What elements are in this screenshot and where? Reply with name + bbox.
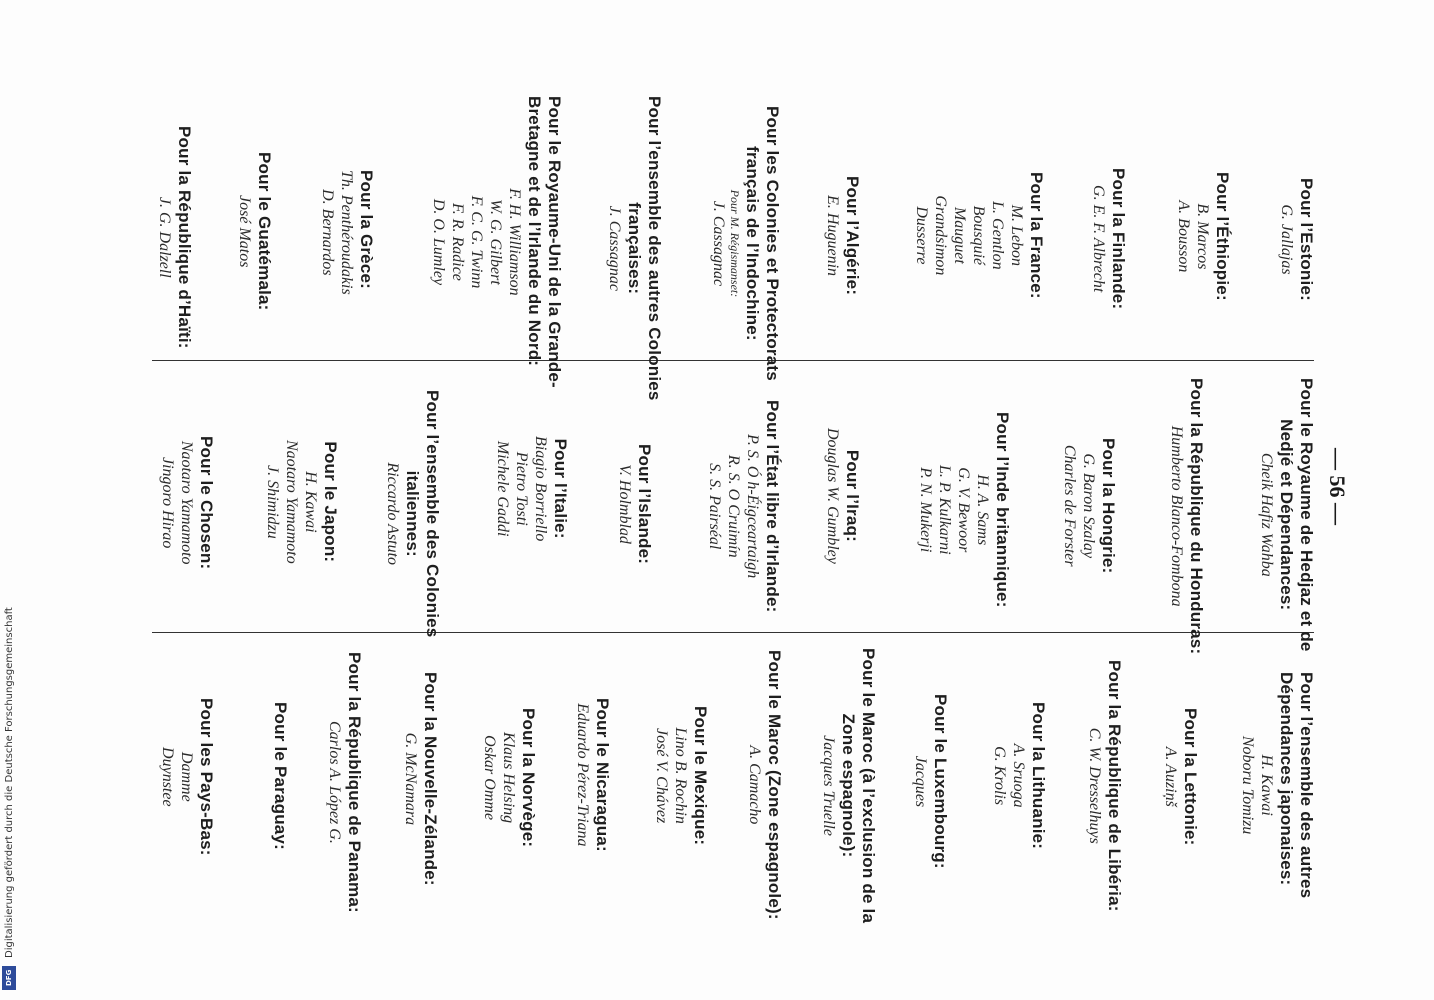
entry-heading: Pour la Grèce: xyxy=(357,170,376,290)
entry-paraguay xyxy=(270,702,290,850)
entry-heading: Pour la France: xyxy=(1027,172,1046,299)
entry-heading: Pour la Lithuanie: xyxy=(1029,702,1048,850)
entry-heading: Pour l’ensemble des autres xyxy=(1297,672,1316,899)
signature: J. Cassagnac xyxy=(710,200,727,287)
entry-heading: Pour la République de Panama: xyxy=(345,652,364,913)
signature: M. Lebon xyxy=(1008,204,1025,267)
signature: G. Baron Szalay xyxy=(1080,453,1097,559)
entry-nouvelle-zelande xyxy=(401,672,440,886)
signature: Naotaro Yamamoto xyxy=(283,440,300,564)
entry-heading: Pour le Chosen: xyxy=(197,436,216,570)
signature: Grandsimon xyxy=(932,195,949,276)
page-number: — 56 — xyxy=(1325,448,1350,525)
entry-heading: Pour l’ensemble des autres Colonies xyxy=(645,96,664,401)
entry-maroc-espagnol xyxy=(745,650,784,920)
signature: Duynstee xyxy=(159,747,176,807)
signature: P. S. Ó h-Éigceartaigh xyxy=(744,434,761,579)
signature: Biagio Borriello xyxy=(532,436,549,542)
entry-heading: Pour le Royaume de Hedjaz et de xyxy=(1297,378,1316,652)
signature: Naotaro Yamamoto xyxy=(178,440,195,565)
entry-finlande xyxy=(1089,168,1128,309)
signature: G. Krolis xyxy=(991,746,1008,806)
entry-honduras xyxy=(1167,378,1206,654)
entry-hongrie xyxy=(1060,438,1118,573)
signature: A. Sruoga xyxy=(1010,743,1027,808)
signature: J. Shimidzu xyxy=(264,464,281,539)
signature: F. R. Radice xyxy=(449,202,466,281)
entry-heading: Pour la Finlande: xyxy=(1109,168,1128,310)
signature: Bousquié xyxy=(970,205,987,266)
entry-irlande xyxy=(705,400,782,612)
signature: G. Jallajas xyxy=(1278,204,1295,275)
entry-haiti xyxy=(155,126,194,349)
signature: J. Cassagnac xyxy=(606,205,623,291)
signature: Th. Penthéroudakis xyxy=(338,170,355,295)
entry-heading: Nedjé et Dépendances: xyxy=(1277,419,1296,611)
entry-heading: Pour l’État libre d’Irlande: xyxy=(763,400,782,613)
signature: D. Bernardos xyxy=(319,189,336,276)
signature: Cheik Hafiz Wahba xyxy=(1258,452,1275,577)
signature: Damme xyxy=(178,751,195,802)
entry-heading: Pour le Japon: xyxy=(321,441,340,563)
signature: Noboru Tomizu xyxy=(1239,735,1256,835)
entry-ethiopie xyxy=(1174,172,1232,301)
entry-estonie xyxy=(1277,178,1316,301)
entry-japon xyxy=(263,440,340,564)
signature: H. A. Sams xyxy=(974,474,991,546)
entry-heading: Pour la République du Honduras: xyxy=(1187,378,1206,655)
entry-heading: Pour le Mexique: xyxy=(691,706,710,846)
signature: Jacques Truelle xyxy=(820,735,837,836)
signature: G. McNamara xyxy=(402,732,419,826)
entry-heading: Pour la Nouvelle-Zélande: xyxy=(421,672,440,886)
entry-islande xyxy=(615,444,654,564)
signature: G. E. F. Albrecht xyxy=(1090,185,1107,293)
entry-heading: Pour la République de Libéria: xyxy=(1105,660,1124,912)
entry-colonies-italiennes xyxy=(383,390,442,637)
entry-lettonie xyxy=(1161,708,1200,846)
entry-grece xyxy=(318,170,376,295)
entry-heading: Pour l’Éthiopie: xyxy=(1213,172,1232,301)
signature: Dusserre xyxy=(913,206,930,265)
entry-heading: Pour le Nicaragua: xyxy=(593,698,612,852)
signature: Oskar Omme xyxy=(481,735,498,821)
signature: S. S. Pairséal xyxy=(706,463,723,550)
signature: José V. Chávez xyxy=(653,727,670,824)
signature: F. H. Williamson xyxy=(506,188,523,296)
entry-royaume-uni xyxy=(429,96,564,388)
signature: Charles de Forster xyxy=(1061,444,1078,567)
entry-heading: Pour l’Inde britannique: xyxy=(993,412,1012,608)
entry-heading: Pour la Norvège: xyxy=(519,708,538,848)
signature: D. O. Lumley xyxy=(430,198,447,286)
entry-heading: Pour le Paraguay: xyxy=(271,702,290,850)
entry-liberia xyxy=(1085,660,1124,912)
signature: Klaus Helsing xyxy=(500,732,517,824)
entry-heading: italiennes: xyxy=(403,470,422,557)
signature: Douglas W. Gumbley xyxy=(824,428,841,564)
digitization-note: Digitalisierung gefördert durch die Deutsche Forschungsgemeinschaft xyxy=(4,607,15,958)
entry-heading: Pour le Luxembourg: xyxy=(931,694,950,869)
entry-heading: Pour l’Estonie: xyxy=(1297,178,1316,301)
entry-heading: Pour l’ensemble des Colonies xyxy=(423,390,442,638)
entry-heading: Pour l’Italie: xyxy=(551,438,570,539)
entry-mexique xyxy=(652,706,710,845)
entry-heading: Pour l’Iraq: xyxy=(843,449,862,542)
entry-heading: français de l’Indochine: xyxy=(743,146,762,341)
entry-luxembourg xyxy=(911,694,950,869)
entry-heading: Pour l’Islande: xyxy=(635,444,654,565)
entry-heading: Pour les Colonies et Protectorats xyxy=(763,106,782,381)
entry-heading: Pour le Maroc (à l’exclusion de la xyxy=(859,648,878,924)
signature: B. Marcos xyxy=(1194,203,1211,270)
signature: José Matos xyxy=(236,195,253,268)
signature: Riccardo Astuto xyxy=(384,462,401,566)
entry-heading: Pour le Guatémala: xyxy=(255,152,274,311)
entry-indochine xyxy=(709,106,782,381)
signature: Pietro Tosti xyxy=(513,451,530,526)
entry-maroc-exclusion xyxy=(819,648,878,923)
signature: L. P. Kulkarni xyxy=(936,465,953,555)
entry-france xyxy=(912,172,1046,299)
entry-heading: Pour la Lettonie: xyxy=(1181,708,1200,846)
entry-colonies-francaises xyxy=(605,96,664,401)
signature: Jingoro Hirao xyxy=(159,456,176,549)
entry-norvege xyxy=(480,708,538,847)
signature: W. G. Gilbert xyxy=(487,199,504,285)
dfg-logo: DFG xyxy=(2,966,16,990)
entry-panama xyxy=(325,652,364,913)
signature: Jacques xyxy=(912,755,929,808)
signature: Michele Gaddi xyxy=(494,440,511,537)
signature: A. Camacho xyxy=(746,745,763,825)
entry-heading: Pour la République d’Haïti: xyxy=(175,126,194,349)
signature: E. Huguenin xyxy=(824,195,841,277)
entry-nicaragua xyxy=(573,698,612,852)
signature: Lino B. Rochin xyxy=(672,727,689,824)
signature: A. Bousson xyxy=(1175,200,1192,273)
entry-heading: Pour l’Algérie: xyxy=(843,176,862,296)
signature-note: Pour M. Régismanset: xyxy=(728,189,742,298)
entry-heading: Pour les Pays-Bas: xyxy=(197,698,216,856)
signature: Carlos A. López G. xyxy=(326,721,343,844)
entry-chosen xyxy=(158,436,216,569)
entry-heading: Dépendances japonaises: xyxy=(1277,672,1296,886)
signature: Mauguet xyxy=(951,206,968,264)
column-divider-2 xyxy=(152,632,1314,633)
signature: V. Holmblad xyxy=(616,464,633,544)
signature: Eduardo Pérez-Triana xyxy=(574,703,591,847)
entry-italie xyxy=(493,436,570,541)
entry-heading: Bretagne et de l’Irlande du Nord: xyxy=(525,96,544,367)
entry-iraq xyxy=(823,428,862,564)
entry-dependances-japonaises xyxy=(1238,672,1316,898)
signature: H. Kawai xyxy=(302,471,319,533)
entry-heading: Pour le Maroc (Zone espagnole): xyxy=(765,650,784,920)
entry-hedjaz xyxy=(1257,378,1316,652)
entry-heading: Pour le Royaume-Uni de la Grande- xyxy=(545,96,564,388)
entry-heading: Pour la Hongrie: xyxy=(1099,438,1118,574)
signature: R. S. O Cruimín xyxy=(725,454,742,558)
signature: Humberto Blanco-Fombona xyxy=(1168,425,1185,607)
entry-heading: françaises: xyxy=(625,202,644,295)
entry-pays-bas xyxy=(158,698,216,856)
signature: J. G. Dalzell xyxy=(156,196,173,278)
signature: F. C. G. Twinn xyxy=(468,195,485,289)
entry-lithuanie xyxy=(990,702,1048,849)
entry-algerie xyxy=(823,176,862,295)
signature: G. V. Bewoor xyxy=(955,467,972,553)
entry-inde xyxy=(916,412,1012,608)
signature: L. Gentlon xyxy=(989,201,1006,270)
entry-guatemala xyxy=(235,152,274,311)
entry-heading: Zone espagnole): xyxy=(839,713,858,858)
signature: P. N. Mukerji xyxy=(917,467,934,553)
signature: C. W. Dresselhuys xyxy=(1086,727,1103,844)
signature: A. Auziņš xyxy=(1162,746,1179,807)
signature: H. Kawai xyxy=(1258,754,1275,816)
